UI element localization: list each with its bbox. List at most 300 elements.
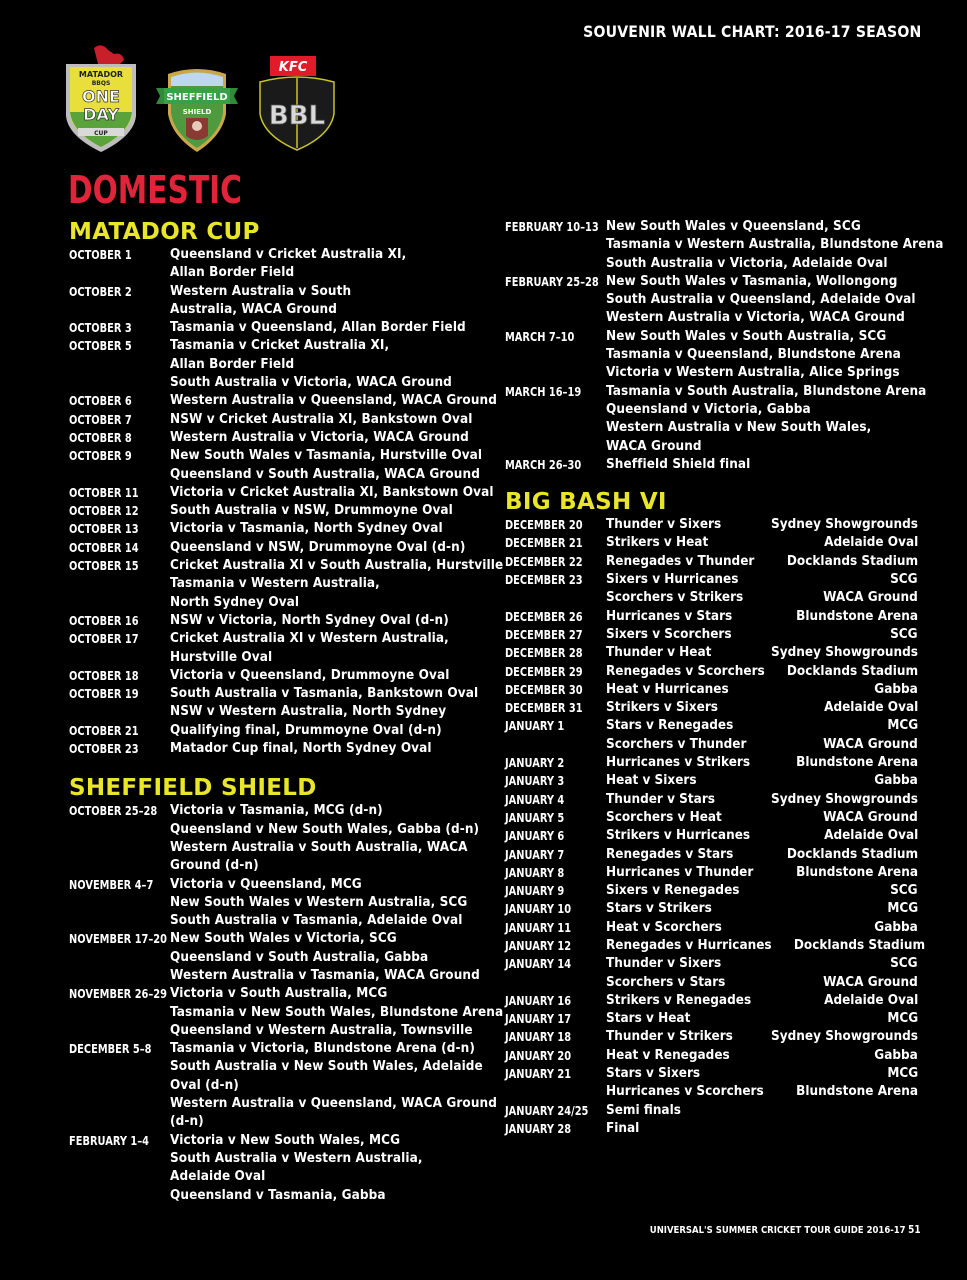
fixture-line: Cricket Australia XI v South Australia, Hurstville <box>170 558 504 574</box>
fixture-line: New South Wales v Queensland, SCG <box>606 219 861 234</box>
fixture-row <box>505 273 918 328</box>
bbl-match-lines <box>606 1047 918 1065</box>
domestic-heading: DOMESTIC <box>68 168 242 212</box>
bbl-match-lines <box>606 882 918 900</box>
fixture-line: Victoria v Cricket Australia XI, Bankstown Oval <box>170 484 494 500</box>
match-teams: Sixers v Hurricanes <box>606 572 739 588</box>
bbl-fixture-row <box>505 644 918 662</box>
match-venue: SCG <box>890 956 918 972</box>
fixture-lines <box>170 337 489 392</box>
match-venue: Blundstone Arena <box>796 1084 918 1100</box>
fixture-row <box>69 484 494 502</box>
fixture-line: WACA Ground <box>606 438 702 454</box>
fixture-date: DECEMBER 20 <box>505 518 583 533</box>
fixture-row <box>69 1132 489 1205</box>
fixture-line: Queensland v Victoria, Gabba <box>606 401 811 417</box>
bbl-fixture-row <box>505 846 918 864</box>
bbl-match-lines <box>606 846 918 864</box>
bbl-fixture-row <box>505 516 918 534</box>
fixture-line: South Australia v Tasmania, Bankstown Oval <box>170 686 479 702</box>
fixture-line: Queensland v NSW, Drummoyne Oval (d-n) <box>170 539 466 555</box>
match-teams: Stars v Strikers <box>606 901 712 917</box>
fixture-date: OCTOBER 16 <box>69 613 139 628</box>
match-venue: Adelaide Oval <box>823 700 918 716</box>
fixture-line: Tasmania v Queensland, Blundstone Arena <box>606 347 901 363</box>
matador-cup-fixture-list <box>69 246 504 758</box>
bbl-match-lines <box>606 900 918 918</box>
match-venue: Sydney Showgrounds <box>771 517 918 533</box>
bbl-match-line <box>606 1028 918 1046</box>
bbl-match-line <box>606 754 918 772</box>
match-venue: MCG <box>887 1011 918 1027</box>
bbl-match-lines <box>606 754 918 772</box>
fixture-line: New South Wales v South Australia, SCG <box>606 328 887 344</box>
fixture-lines <box>170 319 489 337</box>
match-teams: Stars v Sixers <box>606 1066 701 1082</box>
fixture-date: DECEMBER 31 <box>505 701 583 716</box>
fixture-line: Western Australia v South <box>170 283 352 299</box>
fixture-row <box>69 740 489 758</box>
bbl-fixture-row <box>505 1010 918 1028</box>
bbl-fixture-row <box>505 937 926 955</box>
match-teams: Renegades v Scorchers <box>606 663 765 679</box>
bbl-fixture-row <box>505 955 918 992</box>
bbl-fixture-row <box>505 663 918 681</box>
fixture-date: JANUARY 8 <box>505 865 565 880</box>
fixture-date: JANUARY 14 <box>505 957 572 972</box>
fixture-line: (d-n) <box>170 1114 204 1130</box>
sheffield-shield-heading: SHEFFIELD SHIELD <box>69 775 317 802</box>
bbl-match-line <box>606 644 918 662</box>
bbl-match-lines <box>606 937 925 955</box>
bbl-match-lines <box>606 699 918 717</box>
fixture-line: Allan Border Field <box>170 356 295 372</box>
fixture-lines <box>606 328 923 383</box>
fixture-date: OCTOBER 6 <box>69 394 132 409</box>
bbl-match-line <box>606 608 918 626</box>
match-venue: MCG <box>887 718 918 734</box>
fixture-line: Tasmania v Western Australia, Blundstone Arena <box>606 237 944 253</box>
big-bash-heading: BIG BASH VI <box>505 489 667 516</box>
fixture-date: JANUARY 9 <box>505 884 565 899</box>
match-teams: Renegades v Thunder <box>606 553 755 569</box>
fixture-line: NSW v Victoria, North Sydney Oval (d-n) <box>170 612 449 628</box>
fixture-row <box>69 557 504 612</box>
fixture-line: Western Australia v Queensland, WACA Ground <box>170 1096 497 1112</box>
fixture-row <box>69 930 489 985</box>
bbl-fixture-row <box>505 1065 918 1102</box>
fixture-line: Victoria v Tasmania, MCG (d-n) <box>170 803 383 819</box>
page-header-title: SOUVENIR WALL CHART: 2016-17 SEASON <box>582 22 921 41</box>
match-teams: Strikers v Hurricanes <box>606 828 751 844</box>
bbl-match-line <box>606 736 918 754</box>
fixture-line: South Australia v New South Wales, Adelaide <box>170 1059 483 1075</box>
match-venue: Adelaide Oval <box>823 828 918 844</box>
bbl-match-line <box>606 589 918 607</box>
fixture-date: JANUARY 16 <box>505 993 572 1008</box>
match-venue: Sydney Showgrounds <box>771 1029 918 1045</box>
bbl-match-line <box>606 1065 918 1083</box>
fixture-date: JANUARY 3 <box>505 774 565 789</box>
bbl-match-line <box>606 717 918 735</box>
fixture-row <box>69 392 497 410</box>
fixture-line: New South Wales v Victoria, SCG <box>170 931 397 947</box>
fixture-line: South Australia v NSW, Drummoyne Oval <box>170 503 453 519</box>
fixture-date: OCTOBER 19 <box>69 687 139 702</box>
fixture-date: OCTOBER 23 <box>69 742 139 757</box>
fixture-lines <box>170 539 489 557</box>
sheffield-shield-logo <box>154 66 240 154</box>
match-teams: Hurricanes v Scorchers <box>606 1084 764 1100</box>
fixture-lines <box>170 802 502 875</box>
fixture-row <box>69 876 489 931</box>
bbl-match-line <box>606 827 918 845</box>
bbl-fixture-row <box>505 1028 918 1046</box>
fixture-date: OCTOBER 14 <box>69 540 139 555</box>
bbl-fixture-row <box>505 626 918 644</box>
fixture-date: DECEMBER 27 <box>505 627 583 642</box>
match-teams: Semi finals <box>606 1102 681 1118</box>
fixture-line: Allan Border Field <box>170 265 295 281</box>
fixture-date: JANUARY 21 <box>505 1067 572 1082</box>
fixture-line: Western Australia v South Australia, WACA <box>170 839 468 855</box>
fixture-lines <box>606 383 951 456</box>
fixture-line: Queensland v South Australia, WACA Ground <box>170 466 480 482</box>
bbl-fixture-row <box>505 699 918 717</box>
fixture-line: Tasmania v Cricket Australia XI, <box>170 338 390 354</box>
page-footer <box>650 1224 921 1236</box>
bbl-match-lines <box>606 516 918 534</box>
fixture-date: DECEMBER 30 <box>505 682 583 697</box>
sheffield-shield-fixture-list <box>69 802 504 1205</box>
fixture-line: South Australia v Victoria, Adelaide Oval <box>606 255 888 271</box>
match-teams: Strikers v Heat <box>606 535 709 551</box>
match-venue: Docklands Stadium <box>793 937 926 953</box>
fixture-line: Oval (d-n) <box>170 1077 239 1093</box>
match-venue: Sydney Showgrounds <box>771 645 918 661</box>
match-teams: Thunder v Sixers <box>606 956 722 972</box>
fixture-date: OCTOBER 3 <box>69 321 132 336</box>
bbl-match-lines <box>606 992 918 1010</box>
bbl-match-lines <box>606 809 918 827</box>
bbl-fixture-row <box>505 791 918 809</box>
bbl-match-line <box>606 1120 918 1138</box>
fixture-date: JANUARY 10 <box>505 902 572 917</box>
fixture-lines <box>170 685 501 722</box>
match-teams: Thunder v Sixers <box>606 517 722 533</box>
bbl-match-line <box>606 1102 918 1120</box>
match-venue: Gabba <box>874 919 918 935</box>
fixture-line: Victoria v Western Australia, Alice Springs <box>606 365 900 381</box>
bbl-match-lines <box>606 919 918 937</box>
svg-text:BBQS: BBQS <box>91 80 111 87</box>
fixture-date: NOVEMBER 26–29 <box>69 987 168 1002</box>
match-venue: Blundstone Arena <box>796 608 918 624</box>
bbl-fixture-row <box>505 717 918 754</box>
bbl-match-line <box>606 516 918 534</box>
fixture-lines <box>170 1132 489 1205</box>
fixture-lines <box>170 557 528 612</box>
bbl-match-lines <box>606 827 918 845</box>
bbl-fixture-row <box>505 919 918 937</box>
bbl-match-line <box>606 791 918 809</box>
bbl-fixture-row <box>505 809 918 827</box>
fixture-line: Matador Cup final, North Sydney Oval <box>170 741 432 757</box>
matador-cup-section <box>69 218 504 758</box>
fixture-date: OCTOBER 15 <box>69 559 139 574</box>
fixture-row <box>69 429 489 447</box>
fixture-date: JANUARY 4 <box>505 792 565 807</box>
bbl-fixture-row <box>505 882 918 900</box>
sheffield-shield-section <box>69 774 504 1205</box>
match-venue: Blundstone Arena <box>796 755 918 771</box>
fixture-date: NOVEMBER 17–20 <box>69 932 168 947</box>
fixture-date: OCTOBER 11 <box>69 485 139 500</box>
match-venue: WACA Ground <box>823 590 918 606</box>
fixture-date: DECEMBER 29 <box>505 664 583 679</box>
svg-text:CUP: CUP <box>94 130 108 137</box>
fixture-row <box>69 985 504 1040</box>
fixture-date: MARCH 26–30 <box>505 457 582 472</box>
bbl-match-lines <box>606 626 918 644</box>
fixture-row <box>69 667 489 685</box>
bbl-match-lines <box>606 1010 918 1028</box>
matador-one-day-cup-logo <box>62 44 140 154</box>
fixture-date: JANUARY 20 <box>505 1048 572 1063</box>
bbl-match-lines <box>606 772 918 790</box>
fixture-line: Queensland v New South Wales, Gabba (d-n) <box>170 821 480 837</box>
matador-cup-heading: MATADOR CUP <box>69 219 260 245</box>
fixture-row <box>69 447 489 484</box>
bbl-match-lines <box>606 571 918 608</box>
bbl-match-line <box>606 772 918 790</box>
fixture-line: Qualifying final, Drummoyne Oval (d-n) <box>170 722 442 738</box>
match-venue: Gabba <box>874 773 918 789</box>
bbl-fixture-row <box>505 827 918 845</box>
fixture-date: OCTOBER 25–28 <box>69 804 158 819</box>
fixture-line: Western Australia v Queensland, WACA Ground <box>170 393 497 409</box>
fixture-row <box>69 630 489 667</box>
fixture-date: FEBRUARY 1–4 <box>69 1133 150 1148</box>
fixture-line: Cricket Australia XI v Western Australia, <box>170 631 449 647</box>
fixture-date: JANUARY 6 <box>505 829 565 844</box>
fixture-line: South Australia v Western Australia, <box>170 1150 423 1166</box>
sheffield-shield-fixture-list-continued <box>505 218 944 474</box>
fixture-lines <box>170 447 506 484</box>
fixture-row <box>69 283 489 320</box>
fixture-lines <box>170 876 490 931</box>
bbl-match-line <box>606 1047 918 1065</box>
fixture-lines <box>170 722 489 740</box>
fixture-lines <box>170 740 489 758</box>
match-teams: Thunder v Heat <box>606 645 712 661</box>
bbl-match-line <box>606 882 918 900</box>
fixture-line: Tasmania v Victoria, Blundstone Arena (d-n) <box>170 1041 475 1057</box>
fixture-line: Queensland v Western Australia, Townsville <box>170 1022 473 1038</box>
fixture-date: JANUARY 5 <box>505 810 565 825</box>
fixture-date: OCTOBER 9 <box>69 449 132 464</box>
competition-logos <box>62 44 352 156</box>
bbl-fixture-row <box>505 1102 918 1120</box>
fixture-row <box>69 502 489 520</box>
fixture-lines <box>170 930 503 985</box>
fixture-row <box>69 722 489 740</box>
fixture-row <box>505 328 918 383</box>
bbl-match-lines <box>606 681 918 699</box>
fixture-line: Tasmania v Queensland, Allan Border Field <box>170 320 466 336</box>
fixture-date: OCTOBER 5 <box>69 339 132 354</box>
footer-text: UNIVERSAL'S SUMMER CRICKET TOUR GUIDE 2016-17 <box>650 1225 907 1236</box>
bbl-fixture-row <box>505 754 918 772</box>
bbl-match-lines <box>606 1120 918 1138</box>
match-venue: Adelaide Oval <box>823 535 918 551</box>
match-teams: Stars v Renegades <box>606 718 734 734</box>
bbl-match-lines <box>606 955 918 992</box>
fixture-date: MARCH 16–19 <box>505 384 582 399</box>
fixture-line: Victoria v South Australia, MCG <box>170 986 388 1002</box>
match-teams: Heat v Scorchers <box>606 919 722 935</box>
fixture-date: OCTOBER 8 <box>69 430 132 445</box>
fixture-line: South Australia v Tasmania, Adelaide Oval <box>170 913 463 929</box>
fixture-line: Victoria v Queensland, MCG <box>170 876 362 892</box>
bbl-match-lines <box>606 608 918 626</box>
match-venue: Blundstone Arena <box>796 864 918 880</box>
match-venue: MCG <box>887 901 918 917</box>
fixture-lines <box>170 392 522 410</box>
svg-text:SHIELD: SHIELD <box>182 108 212 116</box>
bbl-fixture-row <box>505 608 918 626</box>
right-column <box>505 218 944 1138</box>
fixture-date: MARCH 7–10 <box>505 329 575 344</box>
match-venue: WACA Ground <box>823 809 918 825</box>
svg-text:KFC: KFC <box>278 60 308 75</box>
match-venue: WACA Ground <box>823 974 918 990</box>
bbl-match-line <box>606 681 918 699</box>
svg-text:MATADOR: MATADOR <box>78 70 124 79</box>
bbl-fixture-row <box>505 772 918 790</box>
svg-text:ONE: ONE <box>82 87 120 106</box>
bbl-match-line <box>606 974 918 992</box>
fixture-date: DECEMBER 23 <box>505 573 583 588</box>
match-teams: Thunder v Stars <box>606 791 715 807</box>
fixture-lines <box>170 667 489 685</box>
fixture-row <box>505 383 927 456</box>
fixture-line: Tasmania v Western Australia, <box>170 576 380 592</box>
fixture-date: FEBRUARY 10–13 <box>505 220 599 234</box>
match-venue: WACA Ground <box>823 736 918 752</box>
fixture-line: Ground (d-n) <box>170 858 259 874</box>
fixture-line: South Australia v Queensland, Adelaide Oval <box>606 292 916 308</box>
fixture-line: Western Australia v Victoria, WACA Ground <box>606 310 905 326</box>
page-number: 51 <box>908 1224 921 1236</box>
fixture-date: OCTOBER 12 <box>69 504 139 519</box>
match-teams: Scorchers v Thunder <box>606 736 747 752</box>
bbl-match-line <box>606 955 918 973</box>
fixture-line: Australia, WACA Ground <box>170 301 338 317</box>
bbl-fixture-row <box>505 571 918 608</box>
fixture-date: JANUARY 24/25 <box>505 1103 589 1118</box>
bbl-match-lines <box>606 534 918 552</box>
bbl-match-line <box>606 864 918 882</box>
match-venue: SCG <box>890 572 918 588</box>
match-teams: Sixers v Scorchers <box>606 626 732 642</box>
match-venue: MCG <box>887 1066 918 1082</box>
match-venue: Gabba <box>874 1047 918 1063</box>
fixture-date: JANUARY 28 <box>505 1121 572 1136</box>
bbl-match-lines <box>606 644 918 662</box>
fixture-line: New South Wales v Tasmania, Wollongong <box>606 273 898 289</box>
fixture-line: Victoria v Queensland, Drummoyne Oval <box>170 667 450 683</box>
fixture-lines <box>170 429 491 447</box>
fixture-line: Hurstville Oval <box>170 649 273 665</box>
fixture-line: New South Wales v Tasmania, Hurstville Oval <box>170 448 483 464</box>
fixture-row <box>505 218 944 273</box>
fixture-row <box>69 802 489 875</box>
fixture-date: JANUARY 18 <box>505 1030 572 1045</box>
fixture-row <box>505 456 918 474</box>
fixture-lines <box>170 520 489 538</box>
match-teams: Stars v Heat <box>606 1011 691 1027</box>
kfc-bbl-logo <box>254 52 340 152</box>
bbl-match-lines <box>606 717 918 754</box>
fixture-date: OCTOBER 2 <box>69 284 132 299</box>
fixture-date: OCTOBER 17 <box>69 632 139 647</box>
bbl-fixture-row <box>505 864 918 882</box>
match-teams: Heat v Hurricanes <box>606 681 729 697</box>
bbl-match-lines <box>606 1065 918 1102</box>
match-teams: Renegades v Stars <box>606 846 734 862</box>
bbl-match-line <box>606 699 918 717</box>
match-venue: SCG <box>890 626 918 642</box>
match-teams: Strikers v Renegades <box>606 992 752 1008</box>
match-teams: Scorchers v Stars <box>606 974 726 990</box>
fixture-date: JANUARY 2 <box>505 756 565 771</box>
bbl-match-lines <box>606 1102 918 1120</box>
match-teams: Final <box>606 1120 640 1136</box>
fixture-date: NOVEMBER 4–7 <box>69 877 154 892</box>
match-teams: Scorchers v Heat <box>606 809 722 825</box>
fixture-line: Sheffield Shield final <box>606 456 751 472</box>
bbl-match-line <box>606 553 918 571</box>
match-teams: Scorchers v Strikers <box>606 590 744 606</box>
fixture-line: New South Wales v Western Australia, SCG <box>170 894 468 910</box>
fixture-line: Queensland v Tasmania, Gabba <box>170 1187 386 1203</box>
fixture-date: DECEMBER 26 <box>505 609 583 624</box>
fixture-date: JANUARY 17 <box>505 1012 572 1027</box>
fixture-lines <box>170 630 489 667</box>
bbl-fixture-row <box>505 553 918 571</box>
fixture-lines <box>170 612 489 630</box>
match-teams: Thunder v Strikers <box>606 1029 733 1045</box>
fixture-row <box>69 520 489 538</box>
match-teams: Heat v Sixers <box>606 773 697 789</box>
fixture-line: Western Australia v New South Wales, <box>606 420 872 436</box>
svg-text:BBL: BBL <box>268 101 326 131</box>
left-column <box>69 218 504 1205</box>
bbl-fixture-row <box>505 1047 918 1065</box>
fixture-date: JANUARY 12 <box>505 938 572 953</box>
fixture-lines <box>170 1040 522 1131</box>
bbl-match-lines <box>606 791 918 809</box>
match-venue: Sydney Showgrounds <box>771 791 918 807</box>
match-teams: Strikers v Sixers <box>606 700 718 716</box>
fixture-lines <box>170 985 528 1040</box>
match-teams: Renegades v Hurricanes <box>606 937 772 953</box>
fixture-date: JANUARY 1 <box>505 719 565 734</box>
fixture-line: South Australia v Victoria, WACA Ground <box>170 375 452 391</box>
fixture-lines <box>170 246 489 283</box>
bbl-match-line <box>606 1010 918 1028</box>
